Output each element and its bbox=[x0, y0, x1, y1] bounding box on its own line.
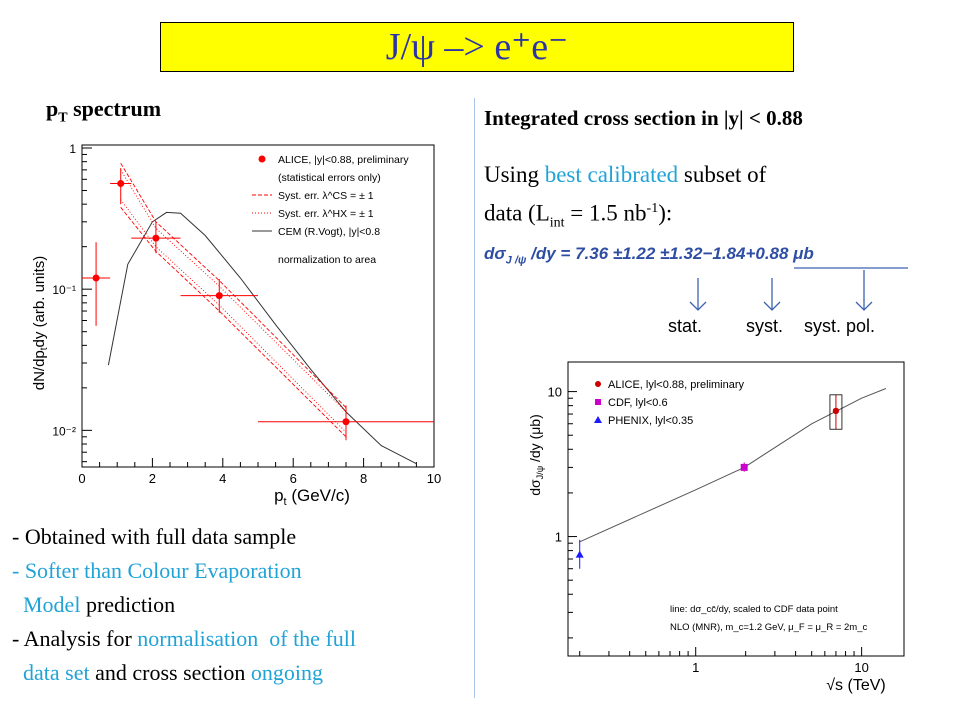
data-point bbox=[343, 418, 350, 425]
x-tick-label: 4 bbox=[219, 471, 227, 486]
bullet-list bbox=[12, 520, 356, 690]
legend-entry: Syst. err. λ^HX = ± 1 bbox=[278, 208, 374, 220]
bullet-text: data set bbox=[12, 660, 90, 685]
data-sup: -1 bbox=[646, 201, 659, 216]
integrated-cs-heading: Integrated cross section in |y| < 0.88 bbox=[484, 106, 803, 130]
pt-heading-rest: spectrum bbox=[67, 96, 162, 121]
using-line bbox=[484, 158, 766, 192]
y-tick-label: 10⁻² bbox=[52, 424, 76, 439]
column-separator bbox=[474, 98, 475, 698]
cs-rest: /dy = 7.36 ±1.22 ±1.32−1.84+0.88 μb bbox=[526, 244, 814, 263]
data-point bbox=[833, 408, 839, 414]
x-tick-label: 10 bbox=[426, 471, 442, 486]
bullet-item bbox=[12, 554, 356, 588]
chart1-xlabel: $p_t$ (GeV/c) bbox=[274, 486, 350, 505]
legend-entry: PHENIX, lyl<0.35 bbox=[608, 415, 694, 427]
pt-spectrum-heading bbox=[46, 96, 161, 126]
data-sub: int bbox=[549, 215, 565, 231]
data-line bbox=[484, 192, 766, 240]
label-syst: syst. bbox=[746, 316, 784, 336]
bullet-text: and cross section bbox=[89, 660, 251, 685]
chart2-ylabel: $d\sigma_{J/\psi}$ /dy (μb) bbox=[527, 414, 545, 496]
bullet-item bbox=[12, 520, 356, 554]
legend-marker bbox=[259, 156, 266, 163]
bullet-item bbox=[12, 656, 356, 690]
using-text-2: subset of bbox=[678, 162, 767, 187]
chart1-ylabel: $dN/dp_tdy$ (arb. units) bbox=[31, 255, 50, 391]
data-point bbox=[216, 292, 223, 299]
legend-entry: Syst. err. λ^CS = ± 1 bbox=[278, 190, 374, 202]
cross-section-vs-sqrt-s-chart bbox=[520, 350, 920, 696]
legend-entry: (statistical errors only) bbox=[278, 172, 381, 184]
using-highlight: best calibrated bbox=[544, 162, 679, 187]
stat-arrow bbox=[690, 278, 706, 310]
y-tick-label: 1 bbox=[69, 141, 76, 156]
legend-entry: ALICE, |y|<0.88, preliminary bbox=[278, 154, 409, 166]
legend-marker bbox=[595, 399, 601, 405]
bullet-text: ongoing bbox=[250, 660, 324, 685]
data-point bbox=[93, 274, 100, 281]
legend-note: NLO (MNR), m_c=1.2 GeV, μ_F = μ_R = 2m_c bbox=[670, 622, 868, 633]
pt-heading-sub: T bbox=[58, 110, 68, 126]
pt-spectrum-chart bbox=[20, 135, 450, 505]
syst-arrow bbox=[764, 278, 780, 310]
legend-entry: CDF, lyl<0.6 bbox=[608, 397, 668, 409]
x-tick-label: 1 bbox=[692, 660, 700, 675]
using-text-1: Using bbox=[484, 162, 545, 187]
x-tick-label: 8 bbox=[359, 471, 368, 486]
data-text-2: = 1.5 nb bbox=[564, 200, 647, 226]
bullet-text: Model bbox=[12, 592, 81, 617]
x-tick-label: 10 bbox=[854, 660, 869, 675]
cs-sub: J /ψ bbox=[505, 254, 527, 267]
slide-title-box bbox=[160, 22, 794, 72]
x-tick-label: 6 bbox=[289, 471, 297, 486]
bullet-item bbox=[12, 588, 356, 622]
data-point bbox=[152, 235, 159, 242]
y-tick-label: 10⁻¹ bbox=[52, 283, 76, 298]
bullet-item bbox=[12, 622, 356, 656]
bullet-text: normalisation of the full bbox=[137, 626, 356, 651]
legend-entry: ALICE, lyl<0.88, preliminary bbox=[608, 379, 745, 391]
y-tick-label: 1 bbox=[554, 529, 562, 545]
syst-pol-arrow bbox=[856, 270, 872, 310]
label-stat: stat. bbox=[668, 316, 703, 336]
data-point bbox=[117, 180, 124, 187]
bullet-text: - Obtained with full data sample bbox=[12, 524, 297, 549]
pt-heading-main: p bbox=[46, 96, 59, 121]
data-point bbox=[741, 464, 748, 471]
bullet-text: prediction bbox=[80, 592, 176, 617]
legend-marker bbox=[595, 381, 601, 387]
chart2-xlabel: √s (TeV) bbox=[826, 677, 886, 694]
cs-prefix: dσ bbox=[484, 244, 506, 263]
legend-note: line: dσ_cc̄/dy, scaled to CDF data point bbox=[670, 604, 838, 615]
label-syst-pol: syst. pol. bbox=[804, 316, 876, 336]
bullet-text: - Analysis for bbox=[12, 626, 138, 651]
slide-title: J/ψ –> e⁺e⁻ bbox=[385, 26, 569, 68]
error-arrows bbox=[484, 262, 944, 322]
legend-entry: CEM (R.Vogt), |y|<0.8 bbox=[278, 226, 381, 238]
data-text-1: data (L bbox=[484, 200, 550, 226]
data-text-3: ): bbox=[658, 200, 673, 226]
calibration-text bbox=[484, 158, 766, 240]
y-tick-label: 10 bbox=[547, 384, 562, 400]
x-tick-label: 0 bbox=[78, 471, 86, 486]
legend-entry: normalization to area bbox=[278, 254, 377, 266]
bullet-text: - Softer than Colour Evaporation bbox=[12, 558, 302, 583]
x-tick-label: 2 bbox=[148, 471, 157, 486]
